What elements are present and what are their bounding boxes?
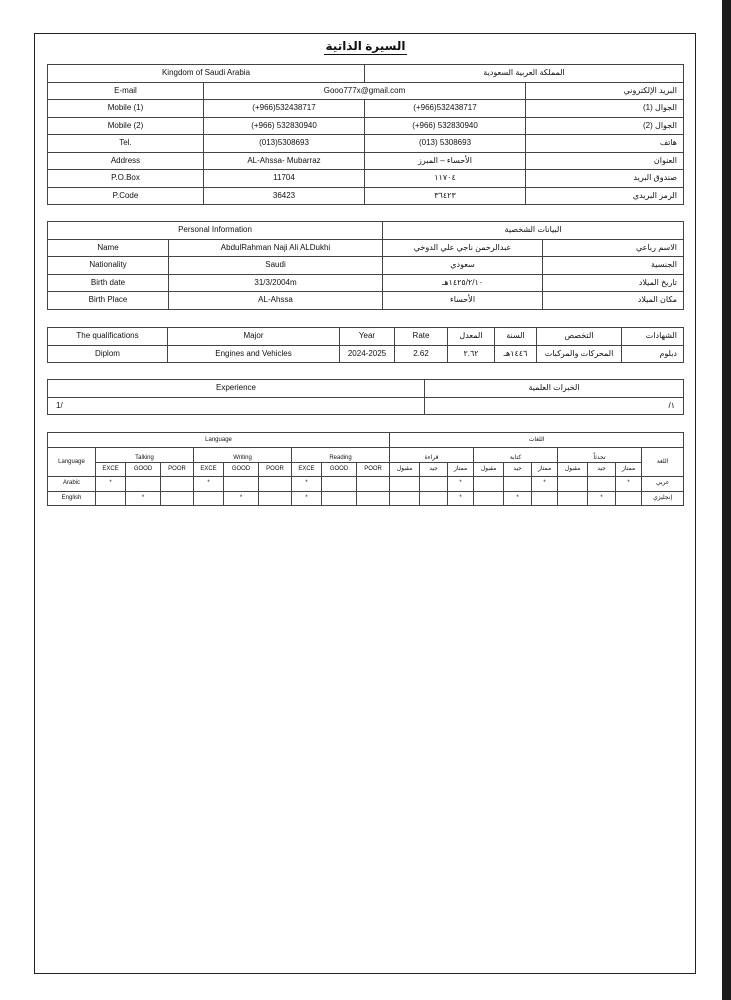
mark-cell — [616, 491, 642, 506]
level-poor-ar: مقبول — [474, 462, 504, 477]
mark-cell — [390, 491, 420, 506]
languages-table — [47, 432, 684, 506]
mark-cell — [259, 477, 292, 492]
rate-header-ar: المعدل — [448, 328, 495, 346]
mark-cell: * — [96, 477, 126, 492]
personal-row-name — [48, 239, 684, 257]
label-en: Name — [48, 239, 169, 257]
qualifications-row — [48, 345, 684, 363]
qual-header-en: The qualifications — [48, 328, 168, 346]
language-name-ar: عربي — [642, 477, 684, 492]
value-ar: ٣٦٤٢٣ — [365, 187, 526, 205]
contact-row-pcode — [48, 187, 684, 205]
major-value-ar: المحركات والمركبات — [537, 345, 622, 363]
mark-cell — [322, 477, 357, 492]
experience-table — [47, 379, 684, 415]
contact-row-pobox — [48, 170, 684, 188]
level-poor-en: POOR — [259, 462, 292, 477]
language-row-english — [48, 491, 684, 506]
label-ar: الجوال (1) — [526, 100, 684, 118]
value-ar: الأحساء – المبرز — [365, 152, 526, 170]
contact-row-address — [48, 152, 684, 170]
contact-row-mobile1 — [48, 100, 684, 118]
value-en: AbdulRahman Naji Ali ALDukhi — [169, 239, 383, 257]
personal-header-ar: البيانات الشخصية — [383, 222, 684, 240]
language-name-ar: إنجليزي — [642, 491, 684, 506]
level-poor-ar: مقبول — [390, 462, 420, 477]
languages-header-row — [48, 433, 684, 448]
level-good-ar: جيد — [504, 462, 532, 477]
label-en: Address — [48, 152, 204, 170]
qualifications-header-row — [48, 328, 684, 346]
mark-cell — [224, 477, 259, 492]
level-poor-en: POOR — [357, 462, 390, 477]
value-en: (+966)532438717 — [204, 100, 365, 118]
mark-cell — [558, 477, 588, 492]
level-exce-en: EXCE — [96, 462, 126, 477]
major-header-ar: التخصص — [537, 328, 622, 346]
personal-row-birthplace — [48, 292, 684, 310]
value-en: 11704 — [204, 170, 365, 188]
page-title-text: السيرة الذاتية — [325, 39, 406, 53]
label-ar: الجنسية — [543, 257, 684, 275]
mark-cell — [194, 491, 224, 506]
contact-header-row — [48, 65, 684, 83]
mark-cell — [161, 477, 194, 492]
personal-header-en: Personal Information — [48, 222, 383, 240]
level-exce-ar: ممتاز — [616, 462, 642, 477]
level-poor-ar: مقبول — [558, 462, 588, 477]
mark-cell: * — [588, 491, 616, 506]
label-en: P.O.Box — [48, 170, 204, 188]
mark-cell — [126, 477, 161, 492]
experience-header-en: Experience — [48, 380, 425, 398]
qual-value-en: Diplom — [48, 345, 168, 363]
mark-cell — [161, 491, 194, 506]
label-ar: الرمز البريدي — [526, 187, 684, 205]
label-ar: الاسم رباعي — [543, 239, 684, 257]
value-ar: سعودي — [383, 257, 543, 275]
mark-cell — [588, 477, 616, 492]
languages-levels-row — [48, 462, 684, 477]
value-en: 36423 — [204, 187, 365, 205]
level-poor-en: POOR — [161, 462, 194, 477]
label-ar: تاريخ الميلاد — [543, 274, 684, 292]
experience-header-row — [48, 380, 684, 398]
level-good-ar: جيد — [588, 462, 616, 477]
languages-header-en: Language — [48, 433, 390, 448]
qualifications-table — [47, 327, 684, 363]
label-ar: البريد الإلكتروني — [526, 82, 684, 100]
label-en: Mobile (2) — [48, 117, 204, 135]
value-en: AL-Ahssa- Mubarraz — [204, 152, 365, 170]
language-row-arabic — [48, 477, 684, 492]
qual-value-ar: دبلوم — [622, 345, 684, 363]
year-value-ar: ١٤٤٦هـ — [495, 345, 537, 363]
level-good-en: GOOD — [126, 462, 161, 477]
mark-cell — [357, 491, 390, 506]
major-value-en: Engines and Vehicles — [168, 345, 340, 363]
mark-cell — [504, 477, 532, 492]
label-en: Birth Place — [48, 292, 169, 310]
contact-header-ar: المملكة العربية السعودية — [365, 65, 684, 83]
language-col-en: Language — [48, 448, 96, 477]
label-en: Birth date — [48, 274, 169, 292]
level-exce-ar: ممتاز — [532, 462, 558, 477]
mark-cell — [420, 477, 448, 492]
contact-row-tel — [48, 135, 684, 153]
value-ar: (+966)532438717 — [365, 100, 526, 118]
value-ar: (+966) 532830940 — [365, 117, 526, 135]
label-en: Nationality — [48, 257, 169, 275]
skill-writing-ar: كتابة — [474, 448, 558, 463]
label-ar: صندوق البريد — [526, 170, 684, 188]
value-en: (013)5308693 — [204, 135, 365, 153]
level-exce-en: EXCE — [292, 462, 322, 477]
level-good-ar: جيد — [420, 462, 448, 477]
value-ar: (013) 5308693 — [365, 135, 526, 153]
experience-header-ar: الخبرات العلمية — [425, 380, 684, 398]
mark-cell — [96, 491, 126, 506]
language-col-ar: اللغة — [642, 448, 684, 477]
skill-writing-en: Writing — [194, 448, 292, 463]
label-en: E-mail — [48, 82, 204, 100]
experience-item-ar: /١ — [425, 397, 684, 415]
languages-header-ar: اللغات — [390, 433, 684, 448]
mark-cell — [474, 491, 504, 506]
contact-table — [47, 64, 684, 205]
level-good-en: GOOD — [224, 462, 259, 477]
label-en: P.Code — [48, 187, 204, 205]
label-ar: العنوان — [526, 152, 684, 170]
personal-row-nationality — [48, 257, 684, 275]
contact-header-en: Kingdom of Saudi Arabia — [48, 65, 365, 83]
contact-row-mobile2 — [48, 117, 684, 135]
mark-cell — [532, 491, 558, 506]
skill-reading-en: Reading — [292, 448, 390, 463]
mark-cell — [322, 491, 357, 506]
value-ar: ١٤٢٥/٢/١٠هـ — [383, 274, 543, 292]
language-name-en: Arabic — [48, 477, 96, 492]
mark-cell — [558, 491, 588, 506]
mark-cell: * — [224, 491, 259, 506]
personal-header-row — [48, 222, 684, 240]
value-en: AL-Ahssa — [169, 292, 383, 310]
label-ar: الجوال (2) — [526, 117, 684, 135]
year-header-ar: السنة — [495, 328, 537, 346]
rate-value-ar: ٢.٦٢ — [448, 345, 495, 363]
mark-cell: * — [292, 491, 322, 506]
mark-cell: * — [194, 477, 224, 492]
value-en: Saudi — [169, 257, 383, 275]
experience-item-en: 1/ — [48, 397, 425, 415]
personal-row-birthdate — [48, 274, 684, 292]
contact-row-email — [48, 82, 684, 100]
mark-cell — [259, 491, 292, 506]
personal-table — [47, 221, 684, 310]
value-en: 31/3/2004m — [169, 274, 383, 292]
year-value-en: 2024-2025 — [340, 345, 395, 363]
email-value[interactable]: Gooo777x@gmail.com — [204, 82, 526, 100]
language-name-en: English — [48, 491, 96, 506]
mark-cell — [474, 477, 504, 492]
level-exce-en: EXCE — [194, 462, 224, 477]
skill-talking-en: Talking — [96, 448, 194, 463]
mark-cell: * — [532, 477, 558, 492]
year-header-en: Year — [340, 328, 395, 346]
level-good-en: GOOD — [322, 462, 357, 477]
label-ar: هاتف — [526, 135, 684, 153]
level-exce-ar: ممتاز — [448, 462, 474, 477]
mark-cell: * — [504, 491, 532, 506]
major-header-en: Major — [168, 328, 340, 346]
page-title — [0, 39, 731, 53]
mark-cell: * — [126, 491, 161, 506]
mark-cell — [357, 477, 390, 492]
qual-header-ar: الشهادات — [622, 328, 684, 346]
rate-value-en: 2.62 — [395, 345, 448, 363]
languages-skills-row — [48, 448, 684, 463]
label-en: Tel. — [48, 135, 204, 153]
skill-talking-ar: تحدثاً — [558, 448, 642, 463]
mark-cell: * — [292, 477, 322, 492]
skill-reading-ar: قراءة — [390, 448, 474, 463]
mark-cell: * — [448, 477, 474, 492]
mark-cell — [390, 477, 420, 492]
value-ar: الأحساء — [383, 292, 543, 310]
rate-header-en: Rate — [395, 328, 448, 346]
label-en: Mobile (1) — [48, 100, 204, 118]
experience-row — [48, 397, 684, 415]
value-ar: ١١٧٠٤ — [365, 170, 526, 188]
value-en: (+966) 532830940 — [204, 117, 365, 135]
label-ar: مكان الميلاد — [543, 292, 684, 310]
mark-cell: * — [616, 477, 642, 492]
value-ar: عبدالرحمن ناجي علي الدوخي — [383, 239, 543, 257]
mark-cell — [420, 491, 448, 506]
mark-cell: * — [448, 491, 474, 506]
